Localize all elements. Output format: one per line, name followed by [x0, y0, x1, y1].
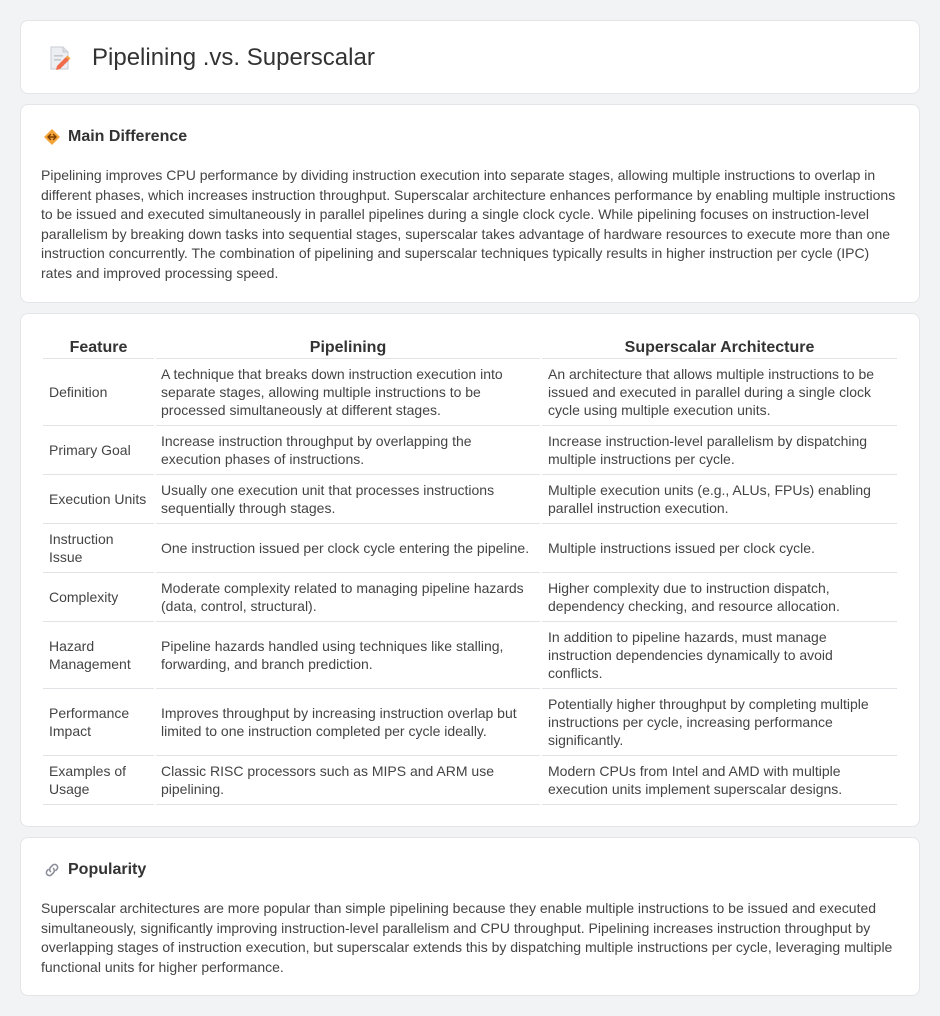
comparison-card: [20, 313, 920, 827]
row-feature: Instruction Issue: [43, 524, 154, 573]
table-row: [43, 475, 897, 524]
table-row: [43, 426, 897, 475]
row-feature: Hazard Management: [43, 622, 154, 689]
row-superscalar: In addition to pipeline hazards, must manage instruction dependencies dynamically to avoid conflicts.: [542, 622, 897, 689]
row-feature: Execution Units: [43, 475, 154, 524]
row-feature: Definition: [43, 359, 154, 426]
row-feature: Performance Impact: [43, 689, 154, 756]
row-pipelining: A technique that breaks down instruction execution into separate stages, allowing multiple instructions to be processed simultaneously at different stages.: [156, 359, 540, 426]
row-pipelining: Usually one execution unit that processes instructions sequentially through stages.: [156, 475, 540, 524]
row-pipelining: Classic RISC processors such as MIPS and ARM use pipelining.: [156, 756, 540, 805]
row-pipelining: Moderate complexity related to managing pipeline hazards (data, control, structural).: [156, 573, 540, 622]
row-superscalar: Higher complexity due to instruction dispatch, dependency checking, and resource allocation.: [542, 573, 897, 622]
row-feature: Primary Goal: [43, 426, 154, 475]
main-difference-text: Pipelining improves CPU performance by dividing instruction execution into separate stages, allowing multiple instructions to overlap in different phases, which increases instruction throughput. Superscalar architecture enhances performance by enabling multiple instructions to be issued and executed simultaneously in parallel pipelines during a single clock cycle. While pipelining focuses on instruction-level parallelism by breaking down tasks into sequential stages, superscalar takes advantage of hardware resources to execute more than one instruction concurrently. The combination of pipelining and superscalar techniques typically results in higher instruction per cycle (IPC) rates and improved processing speed.: [41, 167, 896, 281]
diamond-arrows-icon: [43, 128, 61, 146]
row-superscalar: An architecture that allows multiple instructions to be issued and executed in parallel during a single clock cycle using multiple execution units.: [542, 359, 897, 426]
table-header-row: [43, 335, 897, 359]
row-pipelining: Increase instruction throughput by overlapping the execution phases of instructions.: [156, 426, 540, 475]
link-icon: [43, 861, 61, 879]
page-title: Pipelining .vs. Superscalar: [92, 44, 375, 71]
main-difference-card: [20, 104, 920, 303]
popularity-title: Popularity: [68, 861, 147, 878]
table-row: [43, 573, 897, 622]
table-row: [43, 756, 897, 805]
main-difference-title: Main Difference: [68, 128, 188, 145]
row-pipelining: One instruction issued per clock cycle entering the pipeline.: [156, 524, 540, 573]
row-pipelining: Improves throughput by increasing instruction overlap but limited to one instruction completed per cycle ideally.: [156, 689, 540, 756]
popularity-card: [20, 837, 920, 996]
table-row: [43, 689, 897, 756]
table-row: [43, 524, 897, 573]
popularity-heading: [43, 860, 146, 880]
row-superscalar: Modern CPUs from Intel and AMD with multiple execution units implement superscalar designs.: [542, 756, 897, 805]
popularity-text: Superscalar architectures are more popular than simple pipelining because they enable multiple instructions to be issued and executed simultaneously, significantly improving instruction-level parallelism and CPU throughput. Pipelining increases instruction throughput by overlapping stages of instruction execution, but superscalar extends this by dispatching multiple instructions per cycle, leveraging multiple functional units for higher performance.: [41, 900, 893, 975]
row-superscalar: Multiple execution units (e.g., ALUs, FPUs) enabling parallel instruction execution.: [542, 475, 897, 524]
row-superscalar: Multiple instructions issued per clock cycle.: [542, 524, 897, 573]
table-row: [43, 622, 897, 689]
comparison-table: [41, 335, 899, 805]
header-card: [20, 20, 920, 94]
header-superscalar: Superscalar Architecture: [542, 335, 897, 359]
row-pipelining: Pipeline hazards handled using techniques like stalling, forwarding, and branch prediction.: [156, 622, 540, 689]
header-pipelining: Pipelining: [156, 335, 540, 359]
row-feature: Examples of Usage: [43, 756, 154, 805]
main-difference-heading: [43, 127, 187, 147]
table-row: [43, 359, 897, 426]
row-superscalar: Potentially higher throughput by completing multiple instructions per cycle, increasing performance significantly.: [542, 689, 897, 756]
header-feature: Feature: [43, 335, 154, 359]
row-superscalar: Increase instruction-level parallelism by dispatching multiple instructions per cycle.: [542, 426, 897, 475]
row-feature: Complexity: [43, 573, 154, 622]
document-edit-icon: [48, 45, 72, 71]
